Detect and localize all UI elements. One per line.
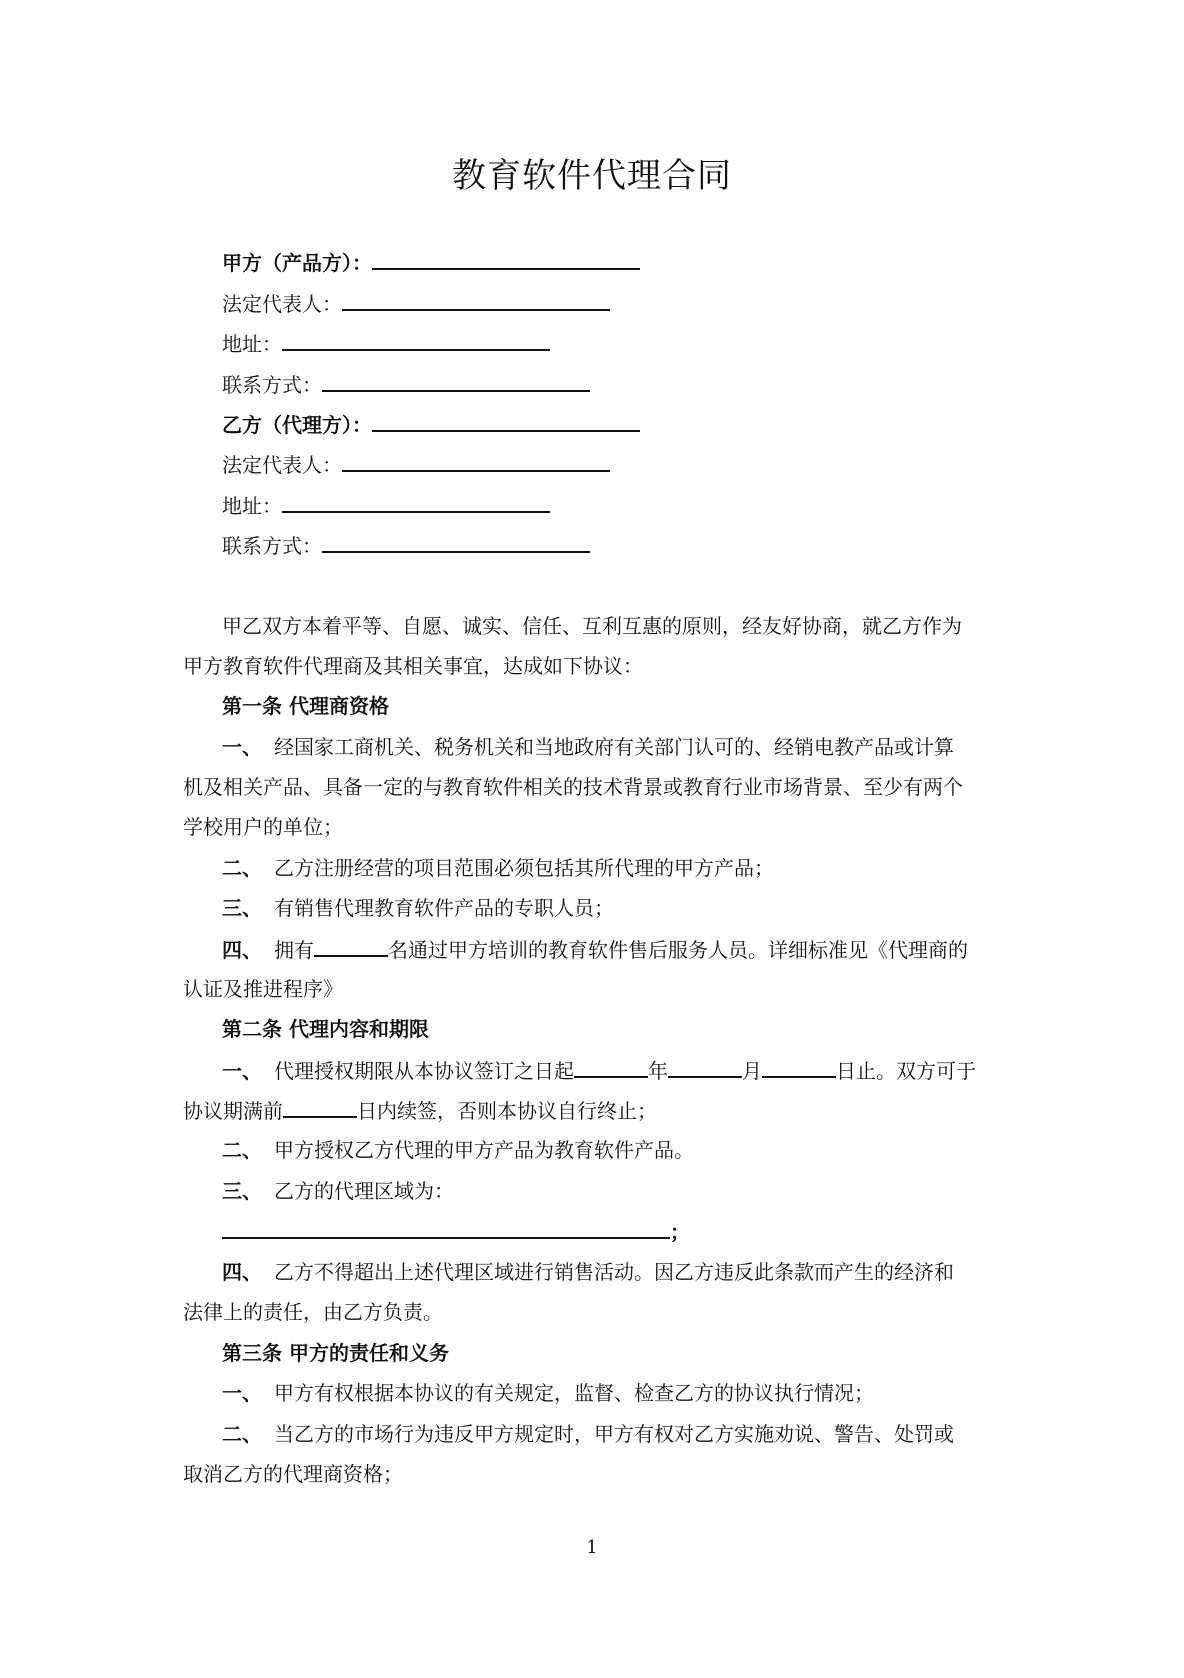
article-1-heading: 第一条 代理商资格 — [222, 694, 389, 718]
item-number: 一、 — [222, 735, 262, 759]
article-2-item-4 — [222, 1260, 954, 1284]
article-1-item-1-cont2: 学校用户的单位； — [183, 815, 343, 839]
item-text-end: 日内续签，否则本协议自行终止； — [357, 1099, 657, 1123]
party-b-label: 乙方（代理方）： — [222, 413, 372, 437]
preamble-line-1: 甲乙双方本着平等、自愿、诚实、信任、互利互惠的原则，经友好协商，就乙方作为 — [222, 614, 962, 638]
item-number: 三、 — [222, 896, 262, 920]
item-text: 有销售代理教育软件产品的专职人员； — [274, 896, 614, 920]
party-a-contact-blank[interactable] — [322, 372, 590, 392]
item-text-post: 名通过甲方培训的教育软件售后服务人员。详细标准见《代理商的 — [388, 938, 968, 962]
page-number: 1 — [586, 1537, 598, 1558]
party-a-rep-blank[interactable] — [342, 291, 610, 311]
item-text: 当乙方的市场行为违反甲方规定时，甲方有权对乙方实施劝说、警告、处罚或 — [274, 1422, 954, 1446]
article-3-item-2-cont: 取消乙方的代理商资格； — [183, 1462, 403, 1486]
item-number: 一、 — [222, 1381, 262, 1405]
party-a-address-label: 地址： — [222, 332, 282, 356]
document-title: 教育软件代理合同 — [452, 156, 732, 196]
year-label: 年 — [648, 1059, 668, 1083]
party-b-contact-label: 联系方式： — [222, 534, 322, 558]
renewal-days-blank[interactable] — [283, 1098, 357, 1118]
item-text: 甲方有权根据本协议的有关规定，监督、检查乙方的协议执行情况； — [274, 1381, 874, 1405]
article-3-item-1 — [222, 1381, 874, 1405]
article-2-item-3 — [222, 1179, 454, 1203]
month-blank[interactable] — [668, 1058, 742, 1078]
party-b-blank[interactable] — [372, 412, 640, 432]
party-b-contact-blank[interactable] — [322, 533, 590, 553]
item-text: 经国家工商机关、税务机关和当地政府有关部门认可的、经销电教产品或计算 — [274, 735, 954, 759]
item-text: 代理授权期限从本协议签订之日起 — [274, 1059, 574, 1083]
party-a-address-line — [222, 331, 550, 356]
party-b-rep-label: 法定代表人： — [222, 453, 342, 477]
party-b-rep-blank[interactable] — [342, 452, 610, 472]
party-b-address-line — [222, 493, 550, 518]
item-text: 乙方注册经营的项目范围必须包括其所代理的甲方产品； — [274, 856, 774, 880]
party-b-contact-line — [222, 533, 590, 558]
party-a-rep-label: 法定代表人： — [222, 292, 342, 316]
party-a-contact-label: 联系方式： — [222, 373, 322, 397]
article-3-heading: 第三条 甲方的责任和义务 — [222, 1341, 449, 1365]
party-a-address-blank[interactable] — [282, 331, 550, 351]
article-1-item-4-cont: 认证及推进程序》 — [183, 977, 343, 1001]
item-number: 四、 — [222, 1260, 262, 1284]
article-2-item-2 — [222, 1138, 694, 1162]
article-2-heading: 第二条 代理内容和期限 — [222, 1017, 429, 1041]
article-1-item-1-cont: 机及相关产品、具备一定的与教育软件相关的技术背景或教育行业市场背景、至少有两个 — [183, 775, 963, 799]
party-a-blank[interactable] — [372, 250, 640, 270]
item-text: 乙方不得超出上述代理区域进行销售活动。因乙方违反此条款而产生的经济和 — [274, 1260, 954, 1284]
item-number: 三、 — [222, 1179, 262, 1203]
staff-count-blank[interactable] — [314, 937, 388, 957]
party-b-address-label: 地址： — [222, 494, 282, 518]
agency-region-line — [222, 1219, 690, 1244]
item-text: 甲方授权乙方代理的甲方产品为教育软件产品。 — [274, 1138, 694, 1162]
party-a-label: 甲方（产品方）： — [222, 251, 372, 275]
item-number: 二、 — [222, 856, 262, 880]
party-b-line — [222, 412, 640, 437]
article-2-item-1-cont — [183, 1098, 657, 1123]
article-1-item-2 — [222, 856, 774, 880]
item-text: 协议期满前 — [183, 1099, 283, 1123]
article-2-item-1 — [222, 1058, 976, 1083]
article-1-item-1 — [222, 735, 954, 759]
month-label: 月 — [742, 1059, 762, 1083]
agency-region-blank[interactable] — [222, 1219, 670, 1239]
preamble-line-2: 甲方教育软件代理商及其相关事宜，达成如下协议： — [183, 654, 643, 678]
item-text-pre: 拥有 — [274, 938, 314, 962]
article-1-item-4 — [222, 937, 968, 962]
item-text-end: 日止。双方可于 — [836, 1059, 976, 1083]
item-number: 二、 — [222, 1422, 262, 1446]
party-a-line — [222, 250, 640, 275]
party-b-address-blank[interactable] — [282, 493, 550, 513]
party-a-contact-line — [222, 372, 590, 397]
article-1-item-3 — [222, 896, 614, 920]
party-b-rep-line — [222, 452, 610, 477]
year-blank[interactable] — [574, 1058, 648, 1078]
article-2-item-4-cont: 法律上的责任，由乙方负责。 — [183, 1300, 443, 1324]
agency-region-end: ； — [670, 1220, 690, 1244]
party-a-rep-line — [222, 291, 610, 316]
item-text: 乙方的代理区域为： — [274, 1179, 454, 1203]
item-number: 二、 — [222, 1138, 262, 1162]
item-number: 一、 — [222, 1059, 262, 1083]
day-blank[interactable] — [762, 1058, 836, 1078]
article-3-item-2 — [222, 1422, 954, 1446]
item-number: 四、 — [222, 938, 262, 962]
